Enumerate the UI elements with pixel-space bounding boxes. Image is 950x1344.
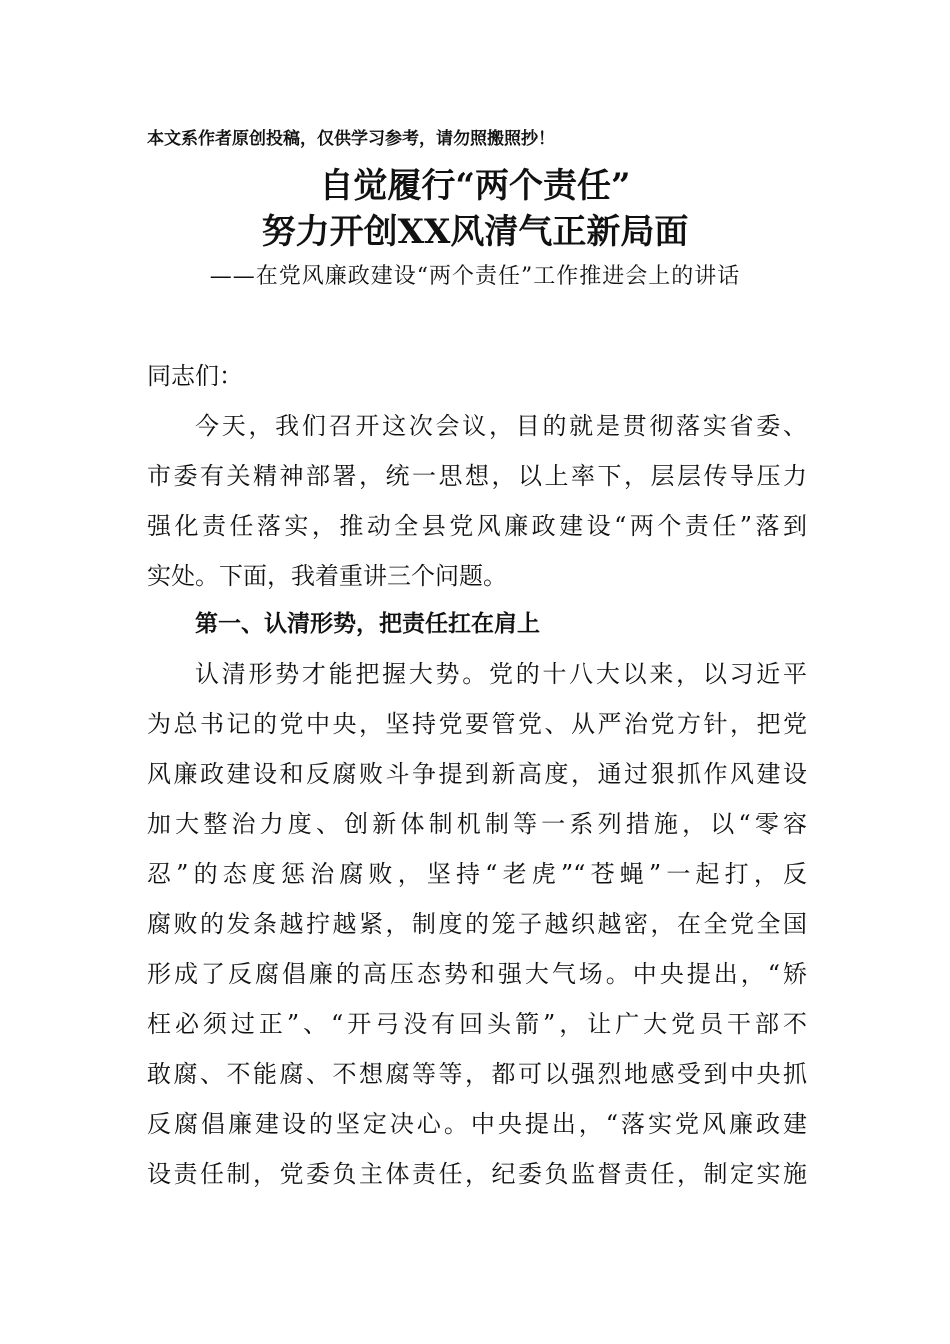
- paragraph-line: 实处。下面，我着重讲三个问题。: [147, 562, 507, 590]
- paragraph-line: 形成了反腐倡廉的高压态势和强大气场。中央提出，“矫: [147, 960, 807, 988]
- paragraph-line: 今天，我们召开这次会议，目的就是贯彻落实省委、: [195, 412, 807, 440]
- paragraph-line: 枉必须过正”、“开弓没有回头箭”，让广大党员干部不: [147, 1010, 807, 1038]
- document-title-line-1: 自觉履行“两个责任”: [319, 166, 631, 206]
- salutation: 同志们：: [147, 362, 243, 390]
- paragraph-line: 设责任制，党委负主体责任，纪委负监督责任，制定实施: [147, 1160, 807, 1188]
- section-heading: 第一、认清形势，把责任扛在肩上: [195, 611, 540, 637]
- paragraph-line: 为总书记的党中央，坚持党要管党、从严治党方针，把党: [147, 710, 807, 738]
- paragraph-line: 腐败的发条越拧越紧，制度的笼子越织越密，在全党全国: [147, 910, 807, 938]
- paragraph-line: 认清形势才能把握大势。党的十八大以来，以习近平: [195, 660, 807, 688]
- paragraph-line: 强化责任落实，推动全县党风廉政建设“两个责任”落到: [147, 512, 807, 540]
- copyright-notice: 本文系作者原创投稿，仅供学习参考，请勿照搬照抄！: [147, 129, 555, 149]
- paragraph-line: 市委有关精神部署，统一思想，以上率下，层层传导压力: [147, 462, 807, 490]
- paragraph-line: 敢腐、不能腐、不想腐等等，都可以强烈地感受到中央抓: [147, 1060, 807, 1088]
- paragraph-line: 忍”的态度惩治腐败，坚持“老虎”“苍蝇”一起打，反: [147, 860, 807, 888]
- paragraph-line: 风廉政建设和反腐败斗争提到新高度，通过狠抓作风建设: [147, 760, 807, 788]
- paragraph-line: 反腐倡廉建设的坚定决心。中央提出，“落实党风廉政建: [147, 1110, 807, 1138]
- paragraph-line: 加大整治力度、创新体制机制等一系列措施，以“零容: [147, 810, 807, 838]
- document-subtitle: ——在党风廉政建设“两个责任”工作推进会上的讲话: [209, 264, 741, 289]
- document-title-line-2: 努力开创XX风清气正新局面: [261, 212, 689, 252]
